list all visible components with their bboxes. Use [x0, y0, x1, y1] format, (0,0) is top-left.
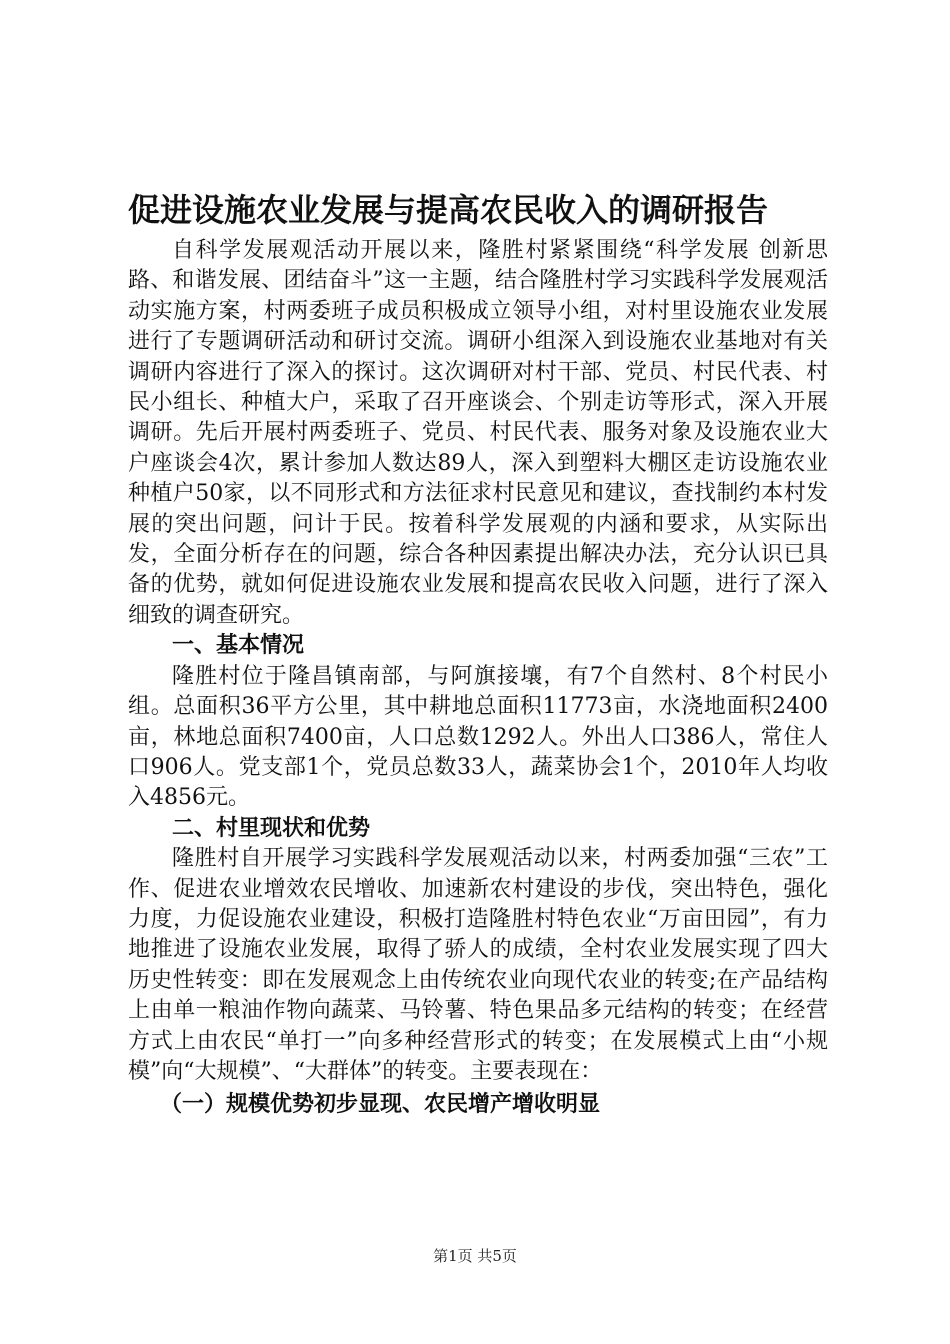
page-footer: 第1页 共5页 [433, 1247, 517, 1265]
intro-paragraph: 自科学发展观活动开展以来，隆胜村紧紧围绕“科学发展 创新思路、和谐发展、团结奋斗”这一主题，结合隆胜村学习实践科学发展观活动实施方案，村两委班子成员积极成立领导小组，对村里设施农业发展进行了专题调研活动和研讨交流。调研小组深入到设施农业基地对有关调研内容进行了深入的探讨。这次调研对村干部、党员、村民代表、村民小组长、种植大户，采取了召开座谈会、个别走访等形式，深入开展调研。先后开展村两委班子、党员、村民代表、服务对象及设施农业大户座谈会4次，累计参加人数达89人，深入到塑料大棚区走访设施农业种植户50家，以不同形式和方法征求村民意见和建议，查找制约本村发展的突出问题，问计于民。按着科学发展观的内涵和要求，从实际出发，全面分析存在的问题，综合各种因素提出解决办法，充分认识已具备的优势，就如何促进设施农业发展和提高农民收入问题，进行了深入细致的调查研究。 [128, 238, 828, 628]
status-paragraph: 隆胜村自开展学习实践科学发展观活动以来，村两委加强“三农”工作、促进农业增效农民增收、加速新农村建设的步伐，突出特色，强化力度，力促设施农业建设，积极打造隆胜村特色农业“万亩田园”，有力地推进了设施农业发展，取得了骄人的成绩，全村农业发展实现了四大历史性转变：即在发展观念上由传统农业向现代农业的转变;在产品结构上由单一粮油作物向蔬菜、马铃薯、特色果品多元结构的转变；在经营方式上由农民“单打一”向多种经营形式的转变；在发展模式上由“小规模”向“大规模”、“大群体”的转变。主要表现在： [128, 846, 828, 1084]
section-heading-basic-info: 一、基本情况 [172, 633, 305, 659]
document-page [128, 190, 828, 1121]
basic-info-paragraph: 隆胜村位于隆昌镇南部，与阿旗接壤，有7个自然村、8个村民小组。总面积36平方公里，其中耕地总面积11773亩，水浇地面积2400亩，林地总面积7400亩，人口总数1292人。外出人口386人，常住人口906人。党支部1个，党员总数33人，蔬菜协会1个，2010年人均收入4856元。 [128, 663, 828, 811]
subsection-heading-scale: （一）规模优势初步显现、农民增产增收明显 [160, 1092, 601, 1118]
document-title: 促进设施农业发展与提高农民收入的调研报告 [128, 191, 769, 229]
section-heading-status: 二、村里现状和优势 [172, 815, 371, 841]
